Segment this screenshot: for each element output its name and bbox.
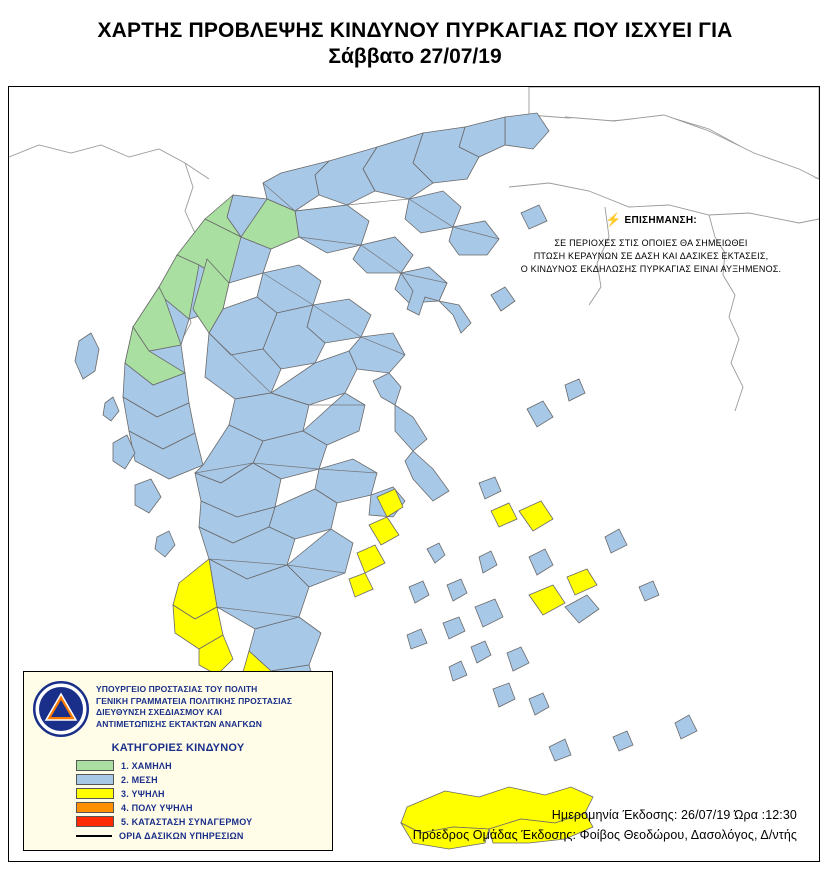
notice-line-2: ΠΤΩΣΗ ΚΕΡΑΥΝΩΝ ΣΕ ΔΑΣΗ ΚΑΙ ΔΑΣΙΚΕΣ ΕΚΤΑΣΕΙΣ, [533, 251, 769, 261]
page-title [0, 0, 830, 70]
legend-title: ΚΑΤΗΓΟΡΙΕΣ ΚΙΝΔΥΝΟΥ [111, 742, 245, 754]
legend [23, 671, 333, 851]
notice-heading-text: ΕΠΙΣΗΜΑΝΣΗ: [624, 215, 698, 226]
notice-line-1: ΣΕ ΠΕΡΙΟΧΕΣ ΣΤΙΣ ΟΠΟΙΕΣ ΘΑ ΣΗΜΕΙΩΘΕΙ [554, 238, 748, 248]
legend-swatch-boundary [76, 835, 112, 837]
legend-label-very-high: 4. ΠΟΛΥ ΥΨΗΛΗ [121, 802, 193, 813]
lightning-bolt-icon: ⚡ [604, 212, 622, 227]
legend-item-alarm [76, 815, 332, 828]
legend-label-high: 3. ΥΨΗΛΗ [121, 788, 165, 799]
risk-area-medium [75, 113, 697, 761]
legend-items [24, 759, 332, 842]
legend-item-low [76, 759, 332, 772]
legend-label-low: 1. ΧΑΜΗΛΗ [121, 760, 172, 771]
legend-label-boundary: ΟΡΙΑ ΔΑΣΙΚΩΝ ΥΠΗΡΕΣΙΩΝ [119, 830, 244, 841]
fire-risk-map [8, 86, 820, 862]
notice-heading [501, 212, 801, 228]
legend-item-very-high [76, 801, 332, 814]
agency-line-4: ΑΝΤΙΜΕΤΩΠΙΣΗΣ ΕΚΤΑΚΤΩΝ ΑΝΑΓΚΩΝ [96, 718, 262, 729]
title-line-1: ΧΑΡΤΗΣ ΠΡΟΒΛΕΨΗΣ ΚΙΝΔΥΝΟΥ ΠΥΡΚΑΓΙΑΣ ΠΟΥ ΙΣΧΥΕΙ ΓΙΑ [97, 19, 733, 42]
notice-line-3: Ο ΚΙΝΔΥΝΟΣ ΕΚΔΗΛΩΣΗΣ ΠΥΡΚΑΓΙΑΣ ΕΙΝΑΙ ΑΥΞΗΜΕΝΟΣ. [520, 264, 782, 274]
agency-line-2: ΓΕΝΙΚΗ ΓΡΑΜΜΑΤΕΙΑ ΠΟΛΙΤΙΚΗΣ ΠΡΟΣΤΑΣΙΑΣ [96, 695, 293, 706]
agency-line-1: ΥΠΟΥΡΓΕΙΟ ΠΡΟΣΤΑΣΙΑΣ ΤΟΥ ΠΟΛΙΤΗ [96, 684, 258, 694]
legend-swatch-alarm [76, 816, 114, 827]
legend-swatch-very-high [76, 802, 114, 813]
legend-header [24, 672, 332, 740]
agency-line-3: ΔΙΕΥΘΥΝΣΗ ΣΧΕΔΙΑΣΜΟΥ ΚΑΙ [96, 707, 222, 717]
legend-label-alarm: 5. ΚΑΤΑΣΤΑΣΗ ΣΥΝΑΓΕΡΜΟΥ [121, 816, 253, 827]
legend-item-medium [76, 773, 332, 786]
legend-swatch-high [76, 788, 114, 799]
legend-swatch-low [76, 760, 114, 771]
legend-agency [96, 680, 292, 730]
legend-item-boundary [76, 829, 332, 842]
issue-datetime: Ημερομηνία Έκδοσης: 26/07/19 Ώρα :12:30 [551, 808, 797, 822]
issuing-officer: Πρόεδρος Ομάδας Έκδοσης: Φοίβος Θεοδώρου, Δασολόγος, Δ/ντής [412, 828, 797, 842]
notice [501, 212, 801, 276]
legend-item-high [76, 787, 332, 800]
legend-swatch-medium [76, 774, 114, 785]
title-line-2: Σάββατο 27/07/19 [328, 45, 502, 68]
civil-protection-logo-icon [32, 680, 90, 738]
footer [413, 805, 797, 845]
legend-label-medium: 2. ΜΕΣΗ [121, 774, 158, 785]
